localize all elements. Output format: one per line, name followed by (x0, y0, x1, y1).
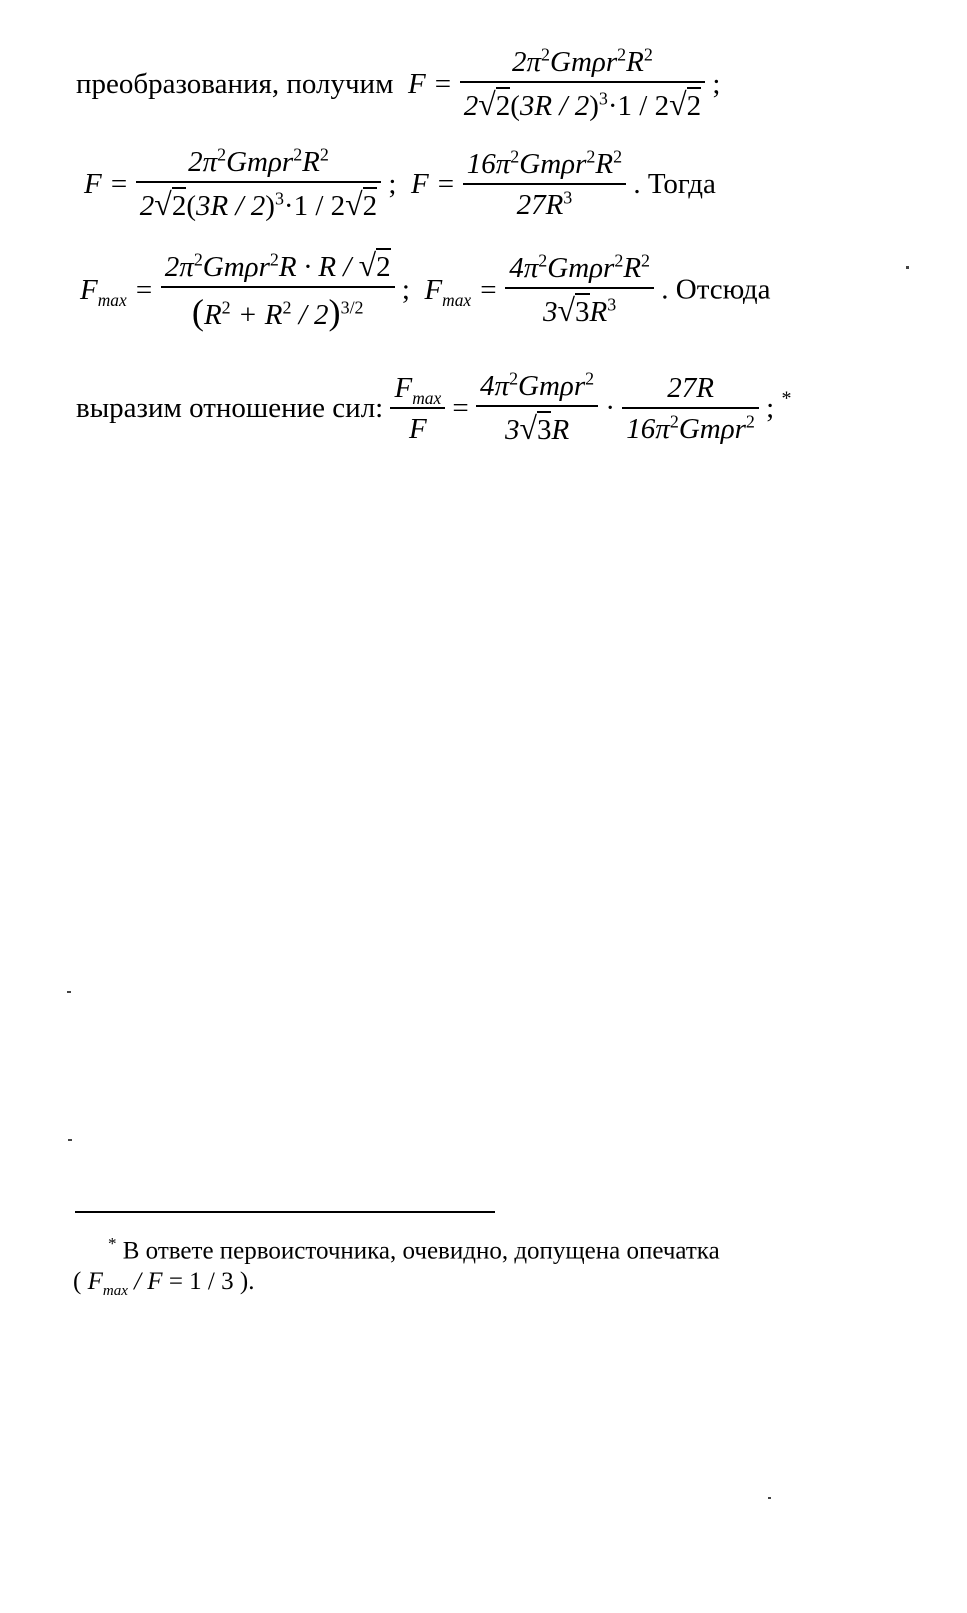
fraction-ratio-a: $\frac{4\pi^2Gm\rho r^2}{3√3R}$ (476, 372, 598, 445)
footnote-open-paren: ( (73, 1268, 82, 1295)
fraction-ratio-b: $\frac{27R}{16\pi^2Gm\rho r^2}$ (622, 374, 759, 444)
fraction-ratio: $\frac{F_{max}}{F}$ (390, 374, 445, 444)
footnote-formula: $F_{max} / F = 1 / 3$ (87, 1268, 234, 1299)
equation-line-2: F = $\frac{2\pi^2Gm\rho r^2R^2}{2√2(3R / 2)^3\cdot 1 / 2√2}$ ; F = $\frac{16\pi^2Gm\rho r^2R^2}{27R^3}$ . Тогда (84, 144, 716, 222)
equation-line-3: $F_{max}$ = $\frac{2\pi^2Gm\rho r^2R \cdot R / √2}{(R^2 + R^2 / 2)^{3/2}}$ ; $F_{max}$ = $\frac{4\pi^2Gm\rho r^2R^2}{3√3R^3}$ . Отсюда (80, 248, 771, 332)
footnote-line-1 (108, 1234, 720, 1265)
footnote-marker: * (781, 387, 792, 410)
formula-F-2: F = (84, 168, 129, 200)
scan-speck (68, 1139, 72, 1141)
scan-speck (67, 991, 71, 993)
fraction-F-2: $\frac{2\pi^2Gm\rho r^2R^2}{2√2(3R / 2)^3\cdot 1 / 2√2}$ (136, 148, 381, 221)
scan-speck (768, 1497, 771, 1499)
footnote-close-paren: ). (239, 1268, 255, 1295)
fraction-Fmax-2: $\frac{4\pi^2Gm\rho r^2R^2}{3√3R^3}$ (505, 254, 654, 327)
footnote-line-2 (73, 1268, 255, 1299)
footnote-star: * (108, 1234, 117, 1253)
footnote-separator (75, 1211, 495, 1213)
footnote-text-1: В ответе первоисточника, очевидно, допущена опечатка (122, 1237, 720, 1265)
fraction-F-1: $\frac{2\pi^2Gm\rho r^2R^2}{2√2(3R / 2)^3\cdot 1 / 2√2}$ (460, 48, 705, 121)
formula-F-3: F = (410, 168, 456, 200)
scan-speck (906, 266, 909, 269)
fraction-F-3: $\frac{16\pi^2Gm\rho r^2R^2}{27R^3}$ (463, 150, 626, 220)
formula-F-1: F = (400, 68, 453, 100)
text-otsyuda: . Отсюда (661, 273, 771, 306)
equation-line-1: преобразования, получим F = $\frac{2\pi^2Gm\rho r^2R^2}{2√2(3R / 2)^3\cdot 1 / 2√2}$ ; (76, 44, 721, 122)
formula-Fmax-1: $F_{max}$ = (80, 273, 154, 310)
equation-line-4: выразим отношение сил: $\frac{F_{max}}{F}$ = $\frac{4\pi^2Gm\rho r^2}{3√3R}$ · $\frac{27R}{16\pi^2Gm\rho r^2}$ ; * (76, 368, 792, 446)
text-togda: . Тогда (633, 168, 716, 200)
formula-Fmax-2: $F_{max}$ = (424, 273, 498, 310)
fraction-Fmax-1: $\frac{2\pi^2Gm\rho r^2R \cdot R / √2}{(R^2 + R^2 / 2)^{3/2}}$ (161, 250, 395, 330)
text-preobrazovaniya: преобразования, получим (76, 68, 394, 100)
text-vyrazim: выразим отношение сил: (76, 392, 384, 424)
